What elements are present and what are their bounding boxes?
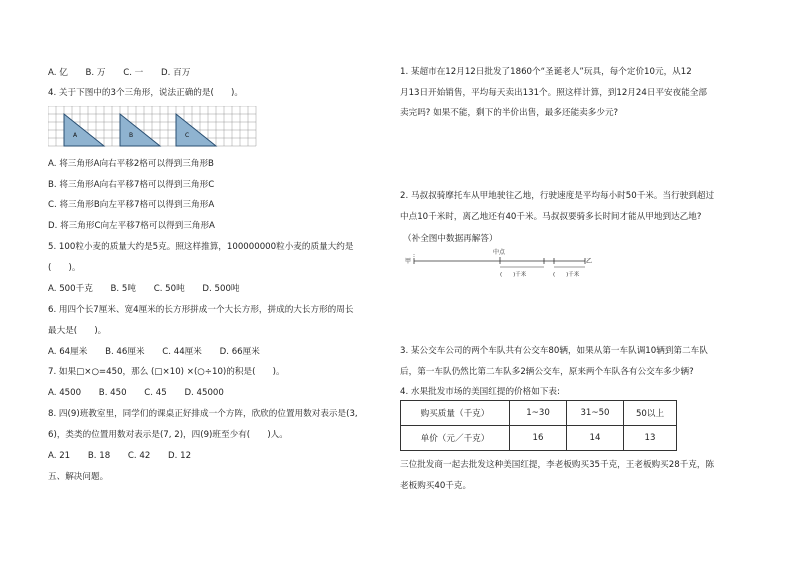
q5-option-b: B. 5吨 <box>110 284 136 294</box>
q6-options <box>48 346 275 358</box>
diagram-blank-2: ( )千米 <box>553 272 580 278</box>
q8-option-c: C. 42 <box>127 451 151 461</box>
diagram-blank-1: ( )千米 <box>500 272 527 278</box>
table-row <box>401 401 677 426</box>
p2-line2: 中点10千米时，离乙地还有40千米。马叔叔要骑多长时间才能从甲地到达乙地? <box>400 212 702 222</box>
q5-options <box>48 283 255 295</box>
table-cell: 50以上 <box>624 401 677 426</box>
q4-option-a: A. 将三角形A向右平移2格可以得到三角形B <box>48 159 214 169</box>
q6-option-b: B. 46厘米 <box>105 347 145 357</box>
q7-option-c: C. 45 <box>144 388 167 398</box>
triangle-label-a: A <box>73 132 78 139</box>
diagram-start-label: 甲 <box>405 258 412 265</box>
q7-options <box>48 387 239 399</box>
triangle-label-b: B <box>129 132 134 139</box>
p1-line1: 1. 某超市在12月12日批发了1860个“圣诞老人”玩具，每个定价10元，从12 <box>400 67 692 77</box>
triangle-grid-figure <box>48 106 263 148</box>
diagram-end-label: 乙 <box>586 258 593 265</box>
q4-option-d: D. 将三角形C向左平移7格可以得到三角形A <box>48 221 215 231</box>
q5-stem-line1: 5. 100粒小麦的质量大约是5克。照这样推算，100000000粒小麦的质量大约是 <box>48 242 354 252</box>
q3-options <box>48 67 205 79</box>
q3-option-c: C. 一 <box>123 68 144 78</box>
p2-line1: 2. 马叔叔骑摩托车从甲地驶往乙地，行驶速度是平均每小时50千米。当行驶到超过 <box>400 191 715 201</box>
table-cell: 1~30 <box>510 401 567 426</box>
section-five-heading: 五、解决问题。 <box>48 472 109 482</box>
q7-stem: 7. 如果□×○=450，那么 (□×10) ×(○÷10)的积是( )。 <box>48 367 285 377</box>
q6-stem-line2: 最大是( )。 <box>48 326 107 336</box>
p4-stem: 4. 水果批发市场的美国红提的价格如下表: <box>400 387 560 397</box>
table-cell: 14 <box>567 426 624 451</box>
q7-option-d: D. 45000 <box>184 388 224 398</box>
q8-stem-line2: 6)，类类的位置用数对表示是(7, 2)，四(9)班至少有( )人。 <box>48 430 288 440</box>
q7-option-a: A. 4500 <box>48 388 82 398</box>
q8-options <box>48 450 206 462</box>
distance-diagram <box>405 246 605 288</box>
p4-line1: 三位批发商一起去批发这种美国红提，李老板购买35千克，王老板购买28千克，陈 <box>400 460 715 470</box>
q8-stem-line1: 8. 四(9)班教室里，同学们的课桌正好排成一个方阵，欣欣的位置用数对表示是(3, <box>48 409 358 419</box>
p2-line3: （补全图中数据再解答） <box>403 234 498 244</box>
p3-line2: 后，第一车队仍然比第二车队多2辆公交车，原来两个车队各有公交车多少辆? <box>400 367 694 377</box>
q6-option-c: C. 44厘米 <box>162 347 202 357</box>
price-table <box>400 400 677 451</box>
q5-option-a: A. 500千克 <box>48 284 93 294</box>
q4-option-c: C. 将三角形B向左平移7格可以得到三角形A <box>48 200 215 210</box>
q6-stem-line1: 6. 用四个长7厘米、宽4厘米的长方形拼成一个大长方形，拼成的大长方形的周长 <box>48 305 354 315</box>
table-cell: 13 <box>624 426 677 451</box>
table-cell: 单价（元／千克） <box>401 426 510 451</box>
q3-option-d: D. 百万 <box>161 68 191 78</box>
table-cell: 购买质量（千克） <box>401 401 510 426</box>
q5-option-d: D. 500吨 <box>202 284 240 294</box>
q3-option-a: A. 亿 <box>48 68 68 78</box>
table-cell: 16 <box>510 426 567 451</box>
q8-option-b: B. 18 <box>87 451 111 461</box>
q5-stem-line2: ( )。 <box>48 263 81 273</box>
q6-option-a: A. 64厘米 <box>48 347 88 357</box>
p1-line3: 卖完吗? 如果不能，剩下的半价出售，最多还能卖多少元? <box>400 108 619 118</box>
q5-option-c: C. 50吨 <box>153 284 185 294</box>
p4-line2: 老板购买40千克。 <box>400 481 472 491</box>
table-cell: 31~50 <box>567 401 624 426</box>
q4-stem: 4. 关于下图中的3个三角形，说法正确的是( )。 <box>48 88 243 98</box>
q8-option-a: A. 21 <box>48 451 71 461</box>
q4-option-b: B. 将三角形A向右平移7格可以得到三角形C <box>48 180 215 190</box>
table-row <box>401 426 677 451</box>
p1-line2: 月13日开始销售，平均每天卖出131个。照这样计算，到12月24日平安夜能全部 <box>400 88 708 98</box>
q8-option-d: D. 12 <box>168 451 192 461</box>
triangle-label-c: C <box>185 132 190 139</box>
q3-option-b: B. 万 <box>85 68 106 78</box>
q7-option-b: B. 450 <box>98 388 127 398</box>
q6-option-d: D. 66厘米 <box>219 347 260 357</box>
diagram-mid-label: 中点 <box>493 249 506 256</box>
p3-line1: 3. 某公交车公司的两个车队共有公交车80辆，如果从第一车队调10辆到第二车队 <box>400 346 708 356</box>
